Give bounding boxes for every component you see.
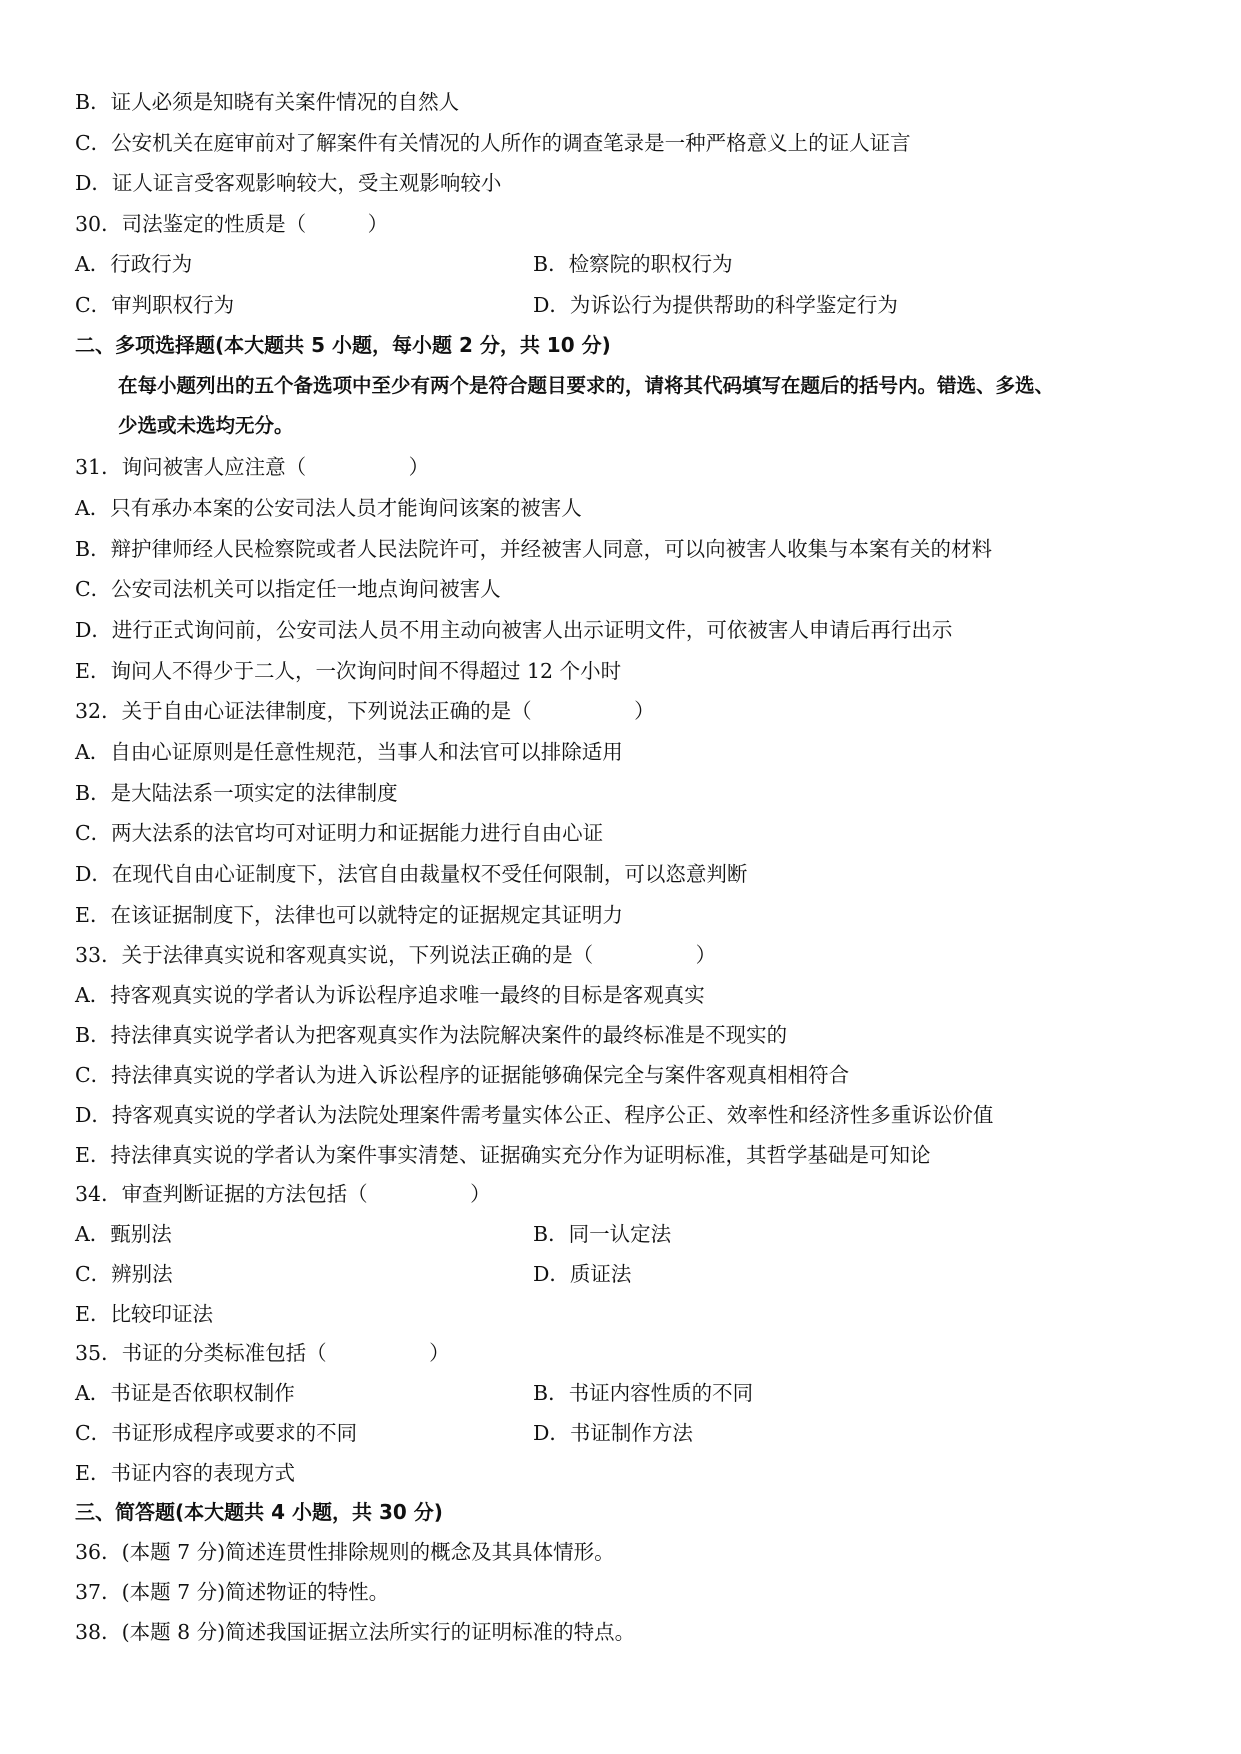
question-33: 33．关于法律真实说和客观真实说，下列说法正确的是（ ） [75,943,717,967]
option-32-a: A．自由心证原则是任意性规范，当事人和法官可以排除适用 [75,740,623,764]
option-30-d: D．为诉讼行为提供帮助的科学鉴定行为 [533,293,898,317]
option-30-c: C．审判职权行为 [75,293,235,317]
question-30: 30．司法鉴定的性质是（ ） [75,212,389,236]
option-32-b: B．是大陆法系一项实定的法律制度 [75,781,398,805]
option-34-d: D．质证法 [533,1262,632,1286]
option-31-d: D．进行正式询问前，公安司法人员不用主动向被害人出示证明文件，可依被害人申请后再行出示 [75,618,953,642]
option-29-d: D．证人证言受客观影响较大，受主观影响较小 [75,171,502,195]
option-29-c: C．公安机关在庭审前对了解案件有关情况的人所作的调查笔录是一种严格意义上的证人证言 [75,131,911,155]
option-34-c: C．辨别法 [75,1262,173,1286]
option-31-a: A．只有承办本案的公安司法人员才能询问该案的被害人 [75,496,582,520]
section-2-heading: 二、多项选择题(本大题共 5 小题，每小题 2 分，共 10 分) [75,333,611,357]
option-32-e: E．在该证据制度下，法律也可以就特定的证据规定其证明力 [75,903,623,927]
question-35: 35．书证的分类标准包括（ ） [75,1341,450,1365]
option-34-b: B．同一认定法 [533,1222,672,1246]
option-32-d: D．在现代自由心证制度下，法官自由裁量权不受任何限制，可以恣意判断 [75,862,748,886]
option-31-e: E．询问人不得少于二人，一次询问时间不得超过 12 个小时 [75,659,622,683]
question-31: 31．询问被害人应注意（ ） [75,455,430,479]
question-32: 32．关于自由心证法律制度，下列说法正确的是（ ） [75,699,655,723]
question-38: 38．(本题 8 分)简述我国证据立法所实行的证明标准的特点。 [75,1620,636,1644]
option-35-b: B．书证内容性质的不同 [533,1381,754,1405]
option-30-b: B．检察院的职权行为 [533,252,733,276]
option-35-e: E．书证内容的表现方式 [75,1461,295,1485]
option-35-d: D．书证制作方法 [533,1421,693,1445]
option-33-a: A．持客观真实说的学者认为诉讼程序追求唯一最终的目标是客观真实 [75,983,705,1007]
question-34: 34．审查判断证据的方法包括（ ） [75,1182,491,1206]
option-34-a: A．甄别法 [75,1222,172,1246]
option-35-a: A．书证是否依职权制作 [75,1381,295,1405]
option-29-b: B．证人必须是知晓有关案件情况的自然人 [75,90,460,114]
option-33-b: B．持法律真实说学者认为把客观真实作为法院解决案件的最终标准是不现实的 [75,1023,788,1047]
option-33-e: E．持法律真实说的学者认为案件事实清楚、证据确实充分作为证明标准，其哲学基础是可知论 [75,1143,931,1167]
option-30-a: A．行政行为 [75,252,193,276]
option-33-d: D．持客观真实说的学者认为法院处理案件需考量实体公正、程序公正、效率性和经济性多重诉讼价值 [75,1103,994,1127]
option-31-b: B．辩护律师经人民检察院或者人民法院许可，并经被害人同意，可以向被害人收集与本案有关的材料 [75,537,993,561]
question-36: 36．(本题 7 分)简述连贯性排除规则的概念及其具体情形。 [75,1540,615,1564]
section-2-instruction-line-2: 少选或未选均无分。 [118,414,294,437]
option-33-c: C．持法律真实说的学者认为进入诉讼程序的证据能够确保完全与案件客观真相相符合 [75,1063,850,1087]
section-2-instruction-line-1: 在每小题列出的五个备选项中至少有两个是符合题目要求的，请将其代码填写在题后的括号内。错选、多选、 [118,374,1055,397]
section-3-heading: 三、简答题(本大题共 4 小题，共 30 分) [75,1500,443,1524]
option-35-c: C．书证形成程序或要求的不同 [75,1421,358,1445]
option-34-e: E．比较印证法 [75,1302,213,1326]
option-31-c: C．公安司法机关可以指定任一地点询问被害人 [75,577,501,601]
option-32-c: C．两大法系的法官均可对证明力和证据能力进行自由心证 [75,821,604,845]
question-37: 37．(本题 7 分)简述物证的特性。 [75,1580,390,1604]
